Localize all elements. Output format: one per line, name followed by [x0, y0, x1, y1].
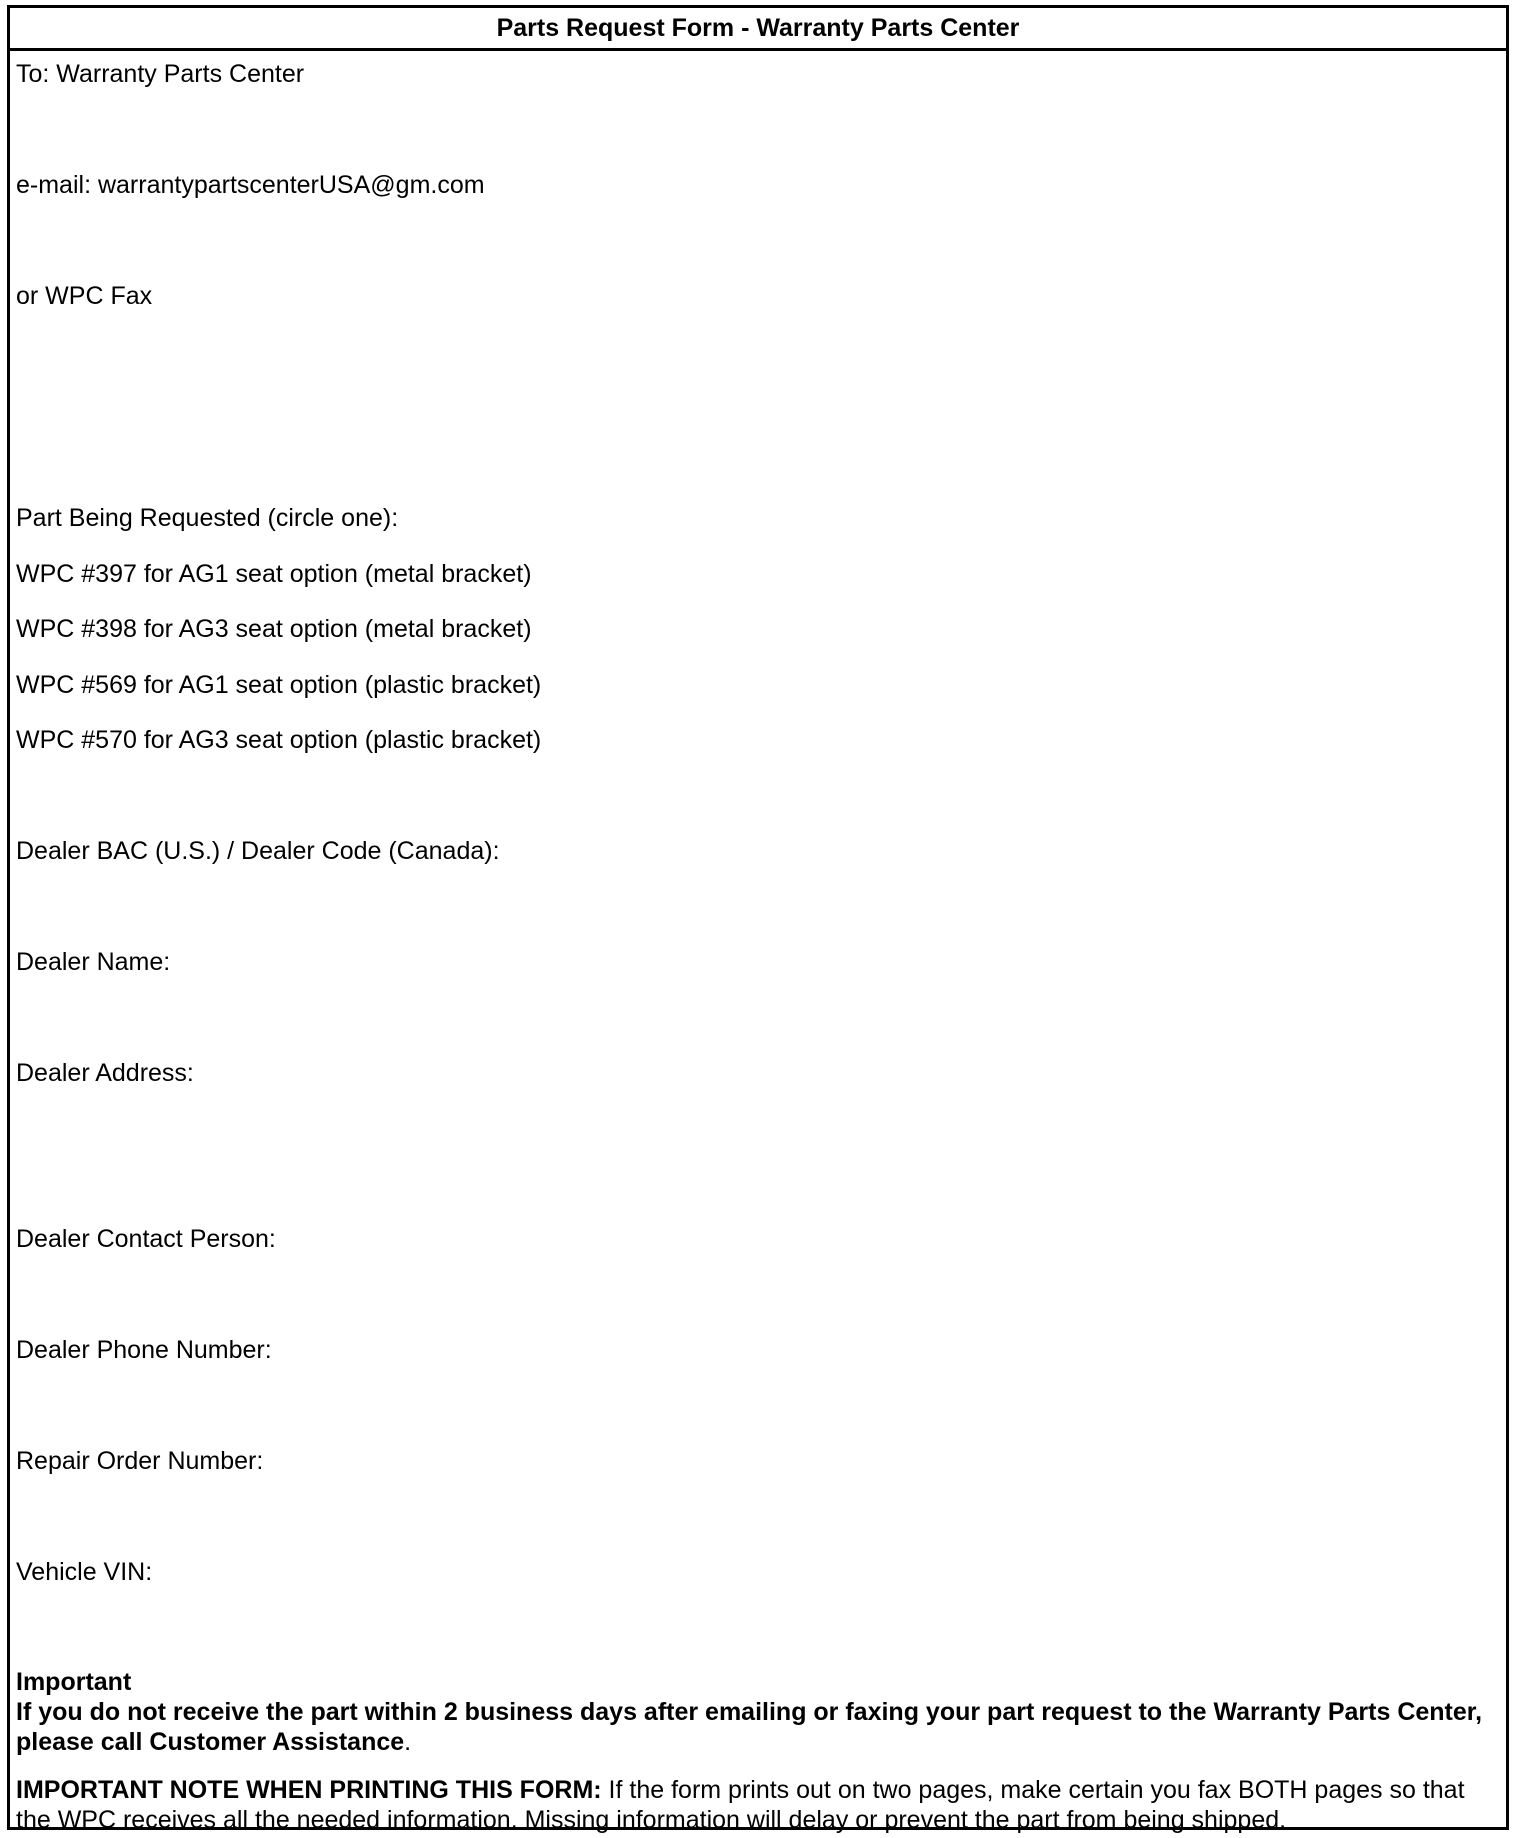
part-option-570: WPC #570 for AG3 seat option (plastic bracket): [16, 726, 542, 754]
repair-order-label: Repair Order Number:: [16, 1447, 264, 1475]
important-body: [16, 1697, 1496, 1757]
printing-note-text: If the form prints out on two pages, make certain you fax BOTH pages so that the WPC receives all the needed information. Missing information will delay or prevent the part from being shipped.: [16, 1776, 1465, 1834]
form-title: Parts Request Form - Warranty Parts Center: [10, 8, 1506, 51]
important-body-text: If you do not receive the part within 2 business days after emailing or faxing your part request to the Warranty Parts Center, please call Customer Assistance: [16, 1698, 1483, 1756]
to-line: To: Warranty Parts Center: [16, 60, 305, 88]
email-line: e-mail: warrantypartscenterUSA@gm.com: [16, 171, 485, 199]
dealer-contact-label: Dealer Contact Person:: [16, 1225, 276, 1253]
fax-line: or WPC Fax: [16, 282, 153, 310]
part-option-398: WPC #398 for AG3 seat option (metal bracket): [16, 615, 532, 643]
dealer-name-label: Dealer Name:: [16, 948, 171, 976]
important-body-period: .: [404, 1728, 412, 1756]
important-notice: [16, 1667, 1496, 1757]
important-heading: Important: [16, 1668, 132, 1696]
dealer-phone-label: Dealer Phone Number:: [16, 1336, 272, 1364]
parts-request-form: [7, 5, 1509, 1834]
printing-note: [16, 1775, 1496, 1835]
part-heading: Part Being Requested (circle one):: [16, 504, 399, 532]
part-option-397: WPC #397 for AG1 seat option (metal bracket): [16, 560, 532, 588]
part-option-569: WPC #569 for AG1 seat option (plastic bracket): [16, 671, 542, 699]
dealer-address-label: Dealer Address:: [16, 1059, 194, 1087]
dealer-bac-label: Dealer BAC (U.S.) / Dealer Code (Canada):: [16, 837, 500, 865]
printing-note-label: IMPORTANT NOTE WHEN PRINTING THIS FORM:: [16, 1776, 602, 1804]
vehicle-vin-label: Vehicle VIN:: [16, 1558, 153, 1586]
